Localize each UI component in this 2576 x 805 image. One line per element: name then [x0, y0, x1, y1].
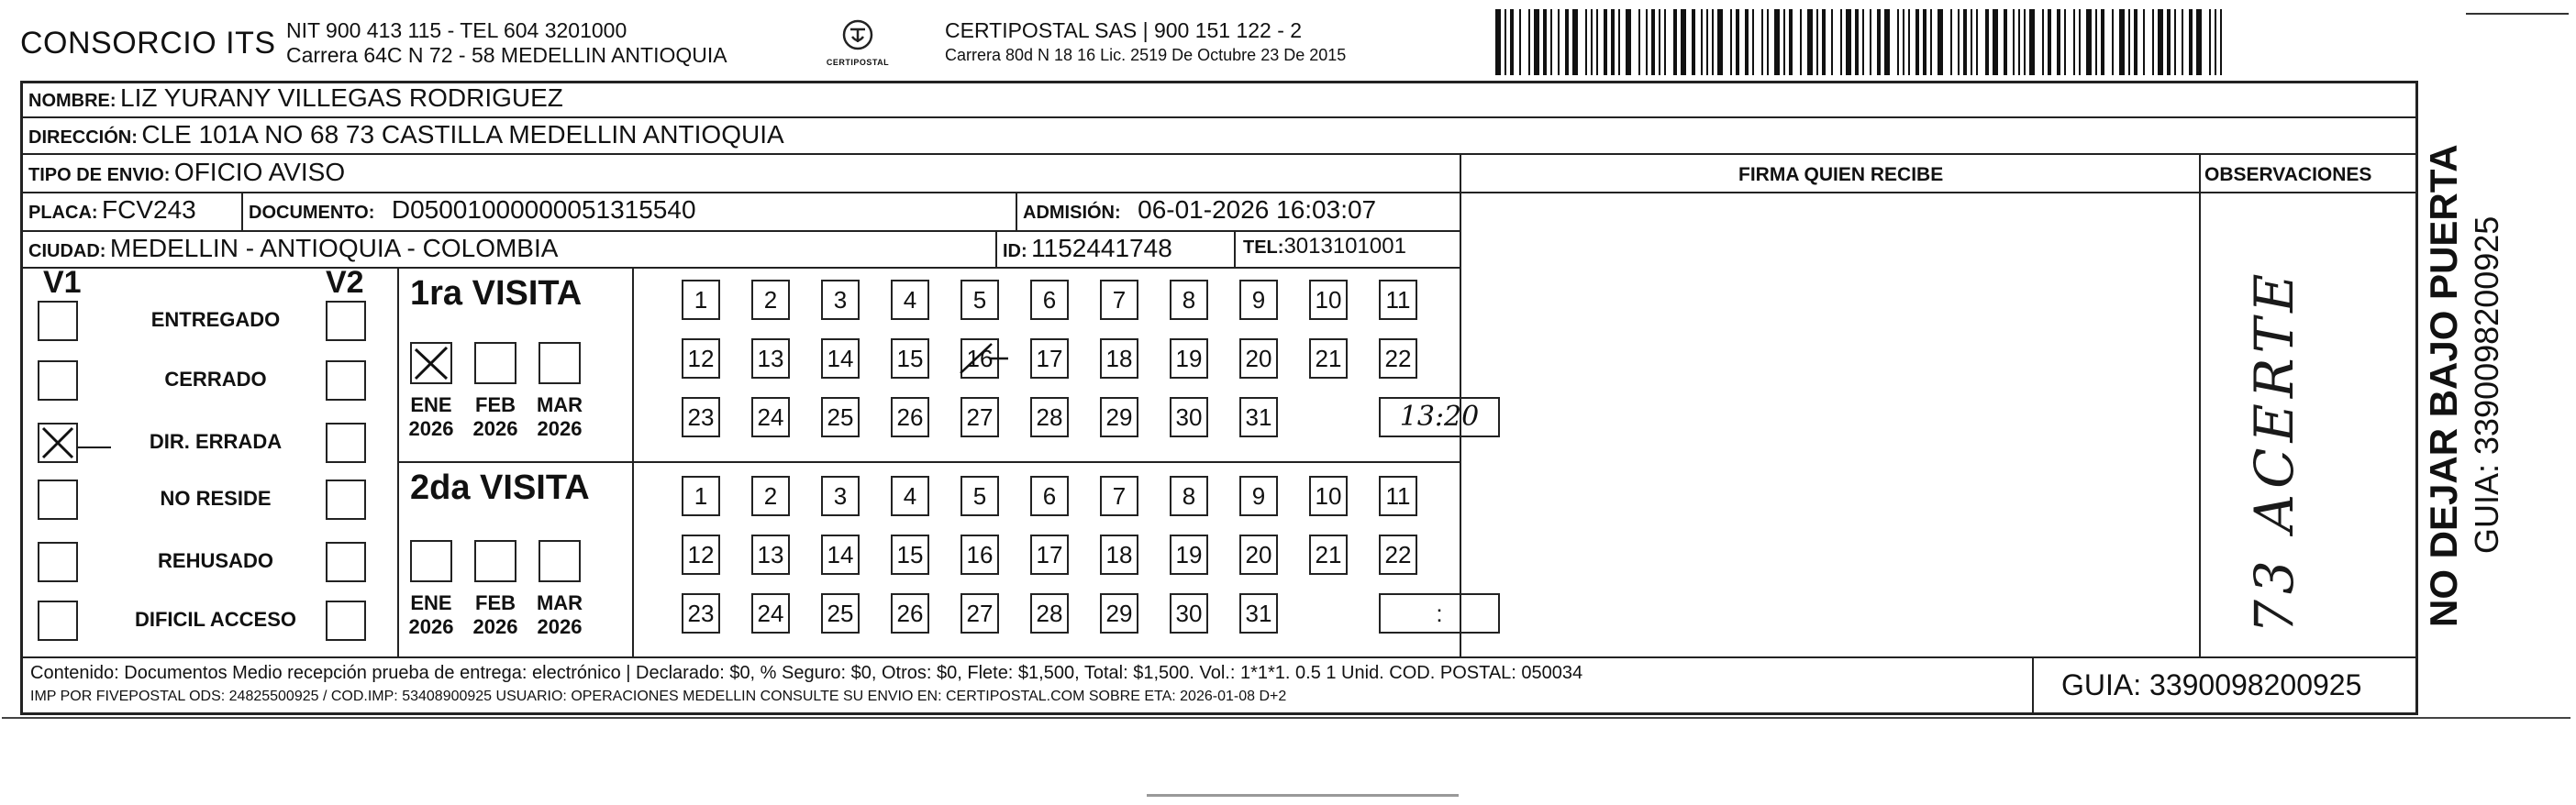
- month-label: [399, 393, 463, 441]
- barcode-bar: [2215, 9, 2216, 75]
- documento-field: [249, 195, 696, 225]
- day-box[interactable]: 23: [682, 397, 720, 437]
- barcode-bar: [2095, 9, 2097, 75]
- barcode-bar: [2174, 9, 2176, 75]
- obs-divider: [2199, 153, 2201, 656]
- day-box[interactable]: 22: [1379, 338, 1417, 379]
- day-box[interactable]: 5: [960, 476, 999, 516]
- barcode-bar: [2167, 9, 2171, 75]
- day-box[interactable]: 2: [751, 476, 790, 516]
- day-box[interactable]: 16: [960, 535, 999, 575]
- month-year: 2026: [408, 417, 454, 440]
- barcode-bar: [1646, 9, 1648, 75]
- day-box[interactable]: 19: [1170, 535, 1208, 575]
- day-box[interactable]: 4: [891, 476, 929, 516]
- day-box[interactable]: [960, 338, 999, 379]
- status-v1-checkbox[interactable]: [38, 542, 78, 582]
- month-checkbox[interactable]: [474, 540, 516, 582]
- barcode-bar: [1701, 9, 1703, 75]
- row-divider: [23, 116, 2415, 118]
- status-label: REHUSADO: [158, 549, 273, 572]
- day-box[interactable]: 8: [1170, 280, 1208, 320]
- barcode-bar: [1800, 9, 1802, 75]
- nombre-row: [28, 83, 563, 113]
- barcode-bar: [2064, 9, 2066, 75]
- month-label: [527, 591, 592, 639]
- day-box[interactable]: 21: [1309, 338, 1348, 379]
- barcode-bar: [2101, 9, 2104, 75]
- barcode-bar: [2042, 9, 2044, 75]
- company-name: CONSORCIO ITS: [20, 26, 276, 61]
- placa-field: [28, 195, 196, 225]
- day-box[interactable]: 9: [1239, 476, 1278, 516]
- status-v1-checkbox[interactable]: [38, 360, 78, 401]
- barcode-bar: [1816, 9, 1818, 75]
- status-v1-checkbox[interactable]: [38, 301, 78, 341]
- day-box[interactable]: 10: [1309, 280, 1348, 320]
- barcode-bar: [1664, 9, 1666, 75]
- barcode-bar: [1915, 9, 1919, 75]
- day-box[interactable]: 10: [1309, 476, 1348, 516]
- side-warning: NO DEJAR BAJO PUERTA: [2422, 144, 2465, 627]
- id-label: ID:: [1003, 241, 1027, 261]
- barcode-bar: [1831, 9, 1833, 75]
- barcode-bar: [2048, 9, 2051, 75]
- row-divider: [23, 230, 1460, 232]
- barcode-bar: [1673, 9, 1677, 75]
- status-label: CERRADO: [164, 368, 267, 391]
- barcode-bar: [1510, 9, 1514, 75]
- company-nit-line: NIT 900 413 115 - TEL 604 3201000: [286, 18, 627, 42]
- check-mark-icon: [39, 425, 76, 461]
- status-v2-checkbox[interactable]: [326, 423, 366, 463]
- corner-line: [2466, 13, 2569, 15]
- day-box[interactable]: 15: [891, 338, 929, 379]
- page-edge-line: [2, 717, 2570, 719]
- tipo-value: OFICIO AVISO: [173, 158, 346, 186]
- row-divider: [23, 192, 2415, 193]
- month-name: ENE: [410, 393, 452, 416]
- placa-label: PLACA:: [28, 203, 98, 223]
- barcode-bar: [2182, 9, 2183, 75]
- barcode-bar: [1783, 9, 1785, 75]
- day-box[interactable]: 24: [751, 397, 790, 437]
- month-checkbox[interactable]: [474, 342, 516, 384]
- barcode-bar: [1855, 9, 1859, 75]
- id-field: [1003, 234, 1172, 263]
- barcode-bar: [1807, 9, 1813, 75]
- day-box[interactable]: 7: [1100, 476, 1138, 516]
- day-box[interactable]: 30: [1170, 593, 1208, 634]
- barcode-bar: [1884, 9, 1890, 75]
- courier-info: [945, 18, 1346, 68]
- barcode-bar: [1712, 9, 1714, 75]
- barcode-bar: [1985, 9, 1989, 75]
- barcode-bar: [1618, 9, 1620, 75]
- day-box[interactable]: 25: [821, 593, 860, 634]
- barcode-bar: [2196, 9, 2202, 75]
- barcode-bar: [2079, 9, 2081, 75]
- barcode-bar: [1692, 9, 1695, 75]
- barcode-bar: [2029, 9, 2035, 75]
- status-label: NO RESIDE: [160, 487, 272, 510]
- status-label: DIFICIL ACCESO: [134, 608, 296, 631]
- time-field[interactable]: 13:20: [1379, 397, 1500, 437]
- month-year: 2026: [408, 615, 454, 638]
- day-box[interactable]: 12: [682, 535, 720, 575]
- status-v2-checkbox[interactable]: [326, 542, 366, 582]
- barcode-bar: [1976, 9, 1978, 75]
- tipo-label: TIPO DE ENVIO:: [28, 165, 171, 185]
- barcode-bar: [1550, 9, 1552, 75]
- barcode-bar: [2119, 9, 2125, 75]
- tel-label: TEL:: [1243, 237, 1284, 258]
- ciudad-field: [28, 234, 558, 263]
- month-year: 2026: [537, 615, 583, 638]
- scan-artifact: [1147, 794, 1459, 797]
- barcode-bar: [1903, 9, 1904, 75]
- day-box[interactable]: 12: [682, 338, 720, 379]
- v2-label: V2: [326, 265, 364, 300]
- barcode-bar: [2143, 9, 2145, 75]
- barcode-bar: [2004, 9, 2007, 75]
- barcode-bar: [2018, 9, 2020, 75]
- day-box[interactable]: 25: [821, 397, 860, 437]
- barcode-bar: [2013, 9, 2015, 75]
- certipostal-logo: [821, 18, 894, 70]
- barcode-bar: [1706, 9, 1708, 75]
- day-box[interactable]: 3: [821, 476, 860, 516]
- day-box[interactable]: 18: [1100, 535, 1138, 575]
- barcode-bar: [1505, 9, 1506, 75]
- visit1-title: 1ra VISITA: [410, 274, 583, 313]
- month-year: 2026: [472, 615, 518, 638]
- strike-mark-icon: [955, 336, 1010, 392]
- barcode-bar: [1950, 9, 1952, 75]
- barcode-bar: [2220, 9, 2222, 75]
- month-label: [399, 591, 463, 639]
- tel-value: 3013101001: [1283, 234, 1406, 259]
- day-box[interactable]: 7: [1100, 280, 1138, 320]
- barcode-bar: [2209, 9, 2211, 75]
- day-box[interactable]: 1: [682, 476, 720, 516]
- barcode-bar: [1572, 9, 1578, 75]
- barcode-bar: [1846, 9, 1851, 75]
- day-box[interactable]: 26: [891, 593, 929, 634]
- day-box[interactable]: 28: [1030, 593, 1069, 634]
- month-checkbox[interactable]: [410, 540, 452, 582]
- row-divider: [23, 153, 2415, 155]
- id-value: 1152441748: [1031, 234, 1172, 262]
- day-box[interactable]: 2: [751, 280, 790, 320]
- day-box[interactable]: 23: [682, 593, 720, 634]
- time-field[interactable]: :: [1379, 593, 1500, 634]
- day-box[interactable]: 29: [1100, 397, 1138, 437]
- day-box[interactable]: 5: [960, 280, 999, 320]
- day-box[interactable]: 27: [960, 593, 999, 634]
- barcode-bar: [1638, 9, 1640, 75]
- day-box[interactable]: 13: [751, 338, 790, 379]
- barcode-bar: [1736, 9, 1739, 75]
- company-info: [286, 18, 727, 68]
- day-box[interactable]: 24: [751, 593, 790, 634]
- status-v1-checkbox[interactable]: [38, 480, 78, 520]
- month-name: FEB: [475, 591, 516, 614]
- shipping-form: [20, 81, 2418, 715]
- day-box[interactable]: 8: [1170, 476, 1208, 516]
- barcode-bar: [1591, 9, 1593, 75]
- barcode-bar: [2086, 9, 2092, 75]
- admision-label: ADMISIÓN:: [1023, 203, 1121, 223]
- day-box[interactable]: 29: [1100, 593, 1138, 634]
- day-box[interactable]: 6: [1030, 280, 1069, 320]
- status-label: ENTREGADO: [150, 308, 281, 331]
- month-label: [463, 393, 527, 441]
- documento-label: DOCUMENTO:: [249, 203, 375, 223]
- status-v2-checkbox[interactable]: [326, 601, 366, 641]
- barcode-bar: [1789, 9, 1793, 75]
- footer-contenido: Contenido: Documentos Medio recepción prueba de entrega: electrónico | Declarado: $0, % Seguro: $0, Otros: $0, Flete: $1,500, Total: $1,500. Vol.: 1*1*1. 0.5 1 Unid. COD. POSTAL: 050034: [30, 663, 1583, 683]
- placa-value: FCV243: [102, 195, 196, 224]
- barcode-bar: [1761, 9, 1763, 75]
- courier-address-line: Carrera 80d N 18 16 Lic. 2519 De Octubre 23 De 2015: [945, 46, 1347, 64]
- tel-field: [1243, 234, 1406, 259]
- day-box[interactable]: 11: [1379, 280, 1417, 320]
- barcode-bar: [1745, 9, 1749, 75]
- barcode-bar: [2158, 9, 2163, 75]
- barcode-bar: [1897, 9, 1899, 75]
- direccion-value: CLE 101A NO 68 73 CASTILLA MEDELLIN ANTIOQUIA: [141, 120, 784, 149]
- day-box[interactable]: 1: [682, 280, 720, 320]
- footer-imp: IMP POR FIVEPOSTAL ODS: 24825500925 / COD.IMP: 53408900925 USUARIO: OPERACIONES MEDELLIN CONSULTE SU ENVIO EN: CERTIPOSTAL.COM SOBRE ETA: 2026-01-08 D+2: [30, 689, 1287, 704]
- ciudad-label: CIUDAD:: [28, 241, 106, 261]
- barcode-bar: [1862, 9, 1864, 75]
- day-box[interactable]: 20: [1239, 338, 1278, 379]
- day-box[interactable]: 6: [1030, 476, 1069, 516]
- barcode-bar: [1585, 9, 1587, 75]
- status-label: DIR. ERRADA: [149, 430, 283, 453]
- barcode-bar: [1877, 9, 1881, 75]
- day-box[interactable]: 9: [1239, 280, 1278, 320]
- barcode-bar: [2134, 9, 2137, 75]
- barcode-bar: [1626, 9, 1631, 75]
- v1-label: V1: [43, 265, 82, 300]
- barcode-bar: [1717, 9, 1723, 75]
- month-name: MAR: [536, 591, 583, 614]
- day-box[interactable]: 27: [960, 397, 999, 437]
- day-box[interactable]: 18: [1100, 338, 1138, 379]
- barcode-bar: [1774, 9, 1780, 75]
- day-box[interactable]: 13: [751, 535, 790, 575]
- barcode-bar: [1558, 9, 1560, 75]
- day-box[interactable]: 19: [1170, 338, 1208, 379]
- barcode-bar: [1822, 9, 1826, 75]
- footer-guia: GUIA: 3390098200925: [2061, 668, 2362, 701]
- barcode-bar: [2128, 9, 2130, 75]
- check-mark-icon: [412, 344, 450, 382]
- logo-text: CERTIPOSTAL: [826, 58, 890, 67]
- barcode-bar: [1565, 9, 1569, 75]
- day-box[interactable]: 15: [891, 535, 929, 575]
- barcode-bar: [1993, 9, 1998, 75]
- barcode-bar: [1752, 9, 1754, 75]
- day-box[interactable]: 31: [1239, 397, 1278, 437]
- month-name: FEB: [475, 393, 516, 416]
- month-label: [463, 591, 527, 639]
- month-checkbox[interactable]: [539, 540, 581, 582]
- barcode-bar: [2024, 9, 2026, 75]
- month-checkbox[interactable]: [539, 342, 581, 384]
- courier-nit-line: CERTIPOSTAL SAS | 900 151 122 - 2: [945, 18, 1303, 42]
- barcode-bar: [1908, 9, 1910, 75]
- barcode-bar: [1543, 9, 1547, 75]
- day-box[interactable]: 3: [821, 280, 860, 320]
- obs-header-divider: [2197, 192, 2415, 193]
- side-guia: GUIA: 3390098200925: [2468, 215, 2505, 554]
- month-checkbox[interactable]: [410, 342, 452, 384]
- day-box[interactable]: 21: [1309, 535, 1348, 575]
- barcode-bar: [1767, 9, 1769, 75]
- month-name: ENE: [410, 591, 452, 614]
- nombre-value: LIZ YURANY VILLEGAS RODRIGUEZ: [120, 83, 563, 112]
- certipostal-logo-icon: [839, 18, 876, 51]
- barcode-bar: [1963, 9, 1967, 75]
- barcode-bar: [1534, 9, 1539, 75]
- day-number: 16: [966, 345, 994, 372]
- barcode-bar: [1604, 9, 1607, 75]
- admision-value: 06-01-2026 16:03:07: [1138, 195, 1377, 224]
- ciudad-value: MEDELLIN - ANTIOQUIA - COLOMBIA: [109, 234, 559, 262]
- status-v2-checkbox[interactable]: [326, 301, 366, 341]
- month-name: MAR: [536, 393, 583, 416]
- status-v2-checkbox[interactable]: [326, 360, 366, 401]
- barcode-bar: [1840, 9, 1842, 75]
- month-year: 2026: [472, 417, 518, 440]
- day-box[interactable]: 22: [1379, 535, 1417, 575]
- barcode-bar: [1958, 9, 1960, 75]
- day-box[interactable]: 17: [1030, 338, 1069, 379]
- barcode-bar: [1651, 9, 1655, 75]
- day-box[interactable]: 4: [891, 280, 929, 320]
- month-year: 2026: [537, 417, 583, 440]
- direccion-row: [28, 120, 784, 149]
- barcode-bar: [1923, 9, 1926, 75]
- day-box[interactable]: 17: [1030, 535, 1069, 575]
- barcode: [1495, 9, 2229, 75]
- direccion-label: DIRECCIÓN:: [28, 127, 138, 148]
- row-divider: [23, 267, 1460, 269]
- barcode-bar: [1930, 9, 1932, 75]
- day-box[interactable]: 28: [1030, 397, 1069, 437]
- check-tail-line: [78, 447, 111, 448]
- firma-header: FIRMA QUIEN RECIBE: [1738, 164, 1944, 185]
- barcode-bar: [2112, 9, 2114, 75]
- month-label: [527, 393, 592, 441]
- day-box[interactable]: 14: [821, 338, 860, 379]
- status-v1-checkbox[interactable]: [38, 423, 78, 463]
- barcode-bar: [2152, 9, 2154, 75]
- status-v1-checkbox[interactable]: [38, 601, 78, 641]
- barcode-bar: [1870, 9, 1871, 75]
- barcode-bar: [1495, 9, 1501, 75]
- visit2-title: 2da VISITA: [410, 469, 590, 507]
- footer-divider: [23, 656, 2415, 658]
- barcode-bar: [1611, 9, 1615, 75]
- barcode-bar: [2057, 9, 2060, 75]
- day-box[interactable]: 11: [1379, 476, 1417, 516]
- barcode-bar: [1528, 9, 1530, 75]
- barcode-bar: [1596, 9, 1598, 75]
- barcode-bar: [1971, 9, 1972, 75]
- tipo-row: [28, 158, 345, 187]
- barcode-bar: [1681, 9, 1686, 75]
- admision-field: [1023, 195, 1376, 225]
- company-address-line: Carrera 64C N 72 - 58 MEDELLIN ANTIOQUIA: [286, 43, 727, 67]
- documento-value: D05001000000051315540: [391, 195, 696, 224]
- visit-divider: [397, 461, 1460, 463]
- day-box[interactable]: 20: [1239, 535, 1278, 575]
- observation-handwritten: 73 ACERTE: [2243, 268, 2305, 634]
- barcode-bar: [1730, 9, 1732, 75]
- observaciones-header: OBSERVACIONES: [2204, 164, 2372, 185]
- barcode-bar: [2073, 9, 2075, 75]
- day-box[interactable]: 14: [821, 535, 860, 575]
- nombre-label: NOMBRE:: [28, 91, 117, 111]
- day-box[interactable]: 31: [1239, 593, 1278, 634]
- barcode-bar: [1519, 9, 1521, 75]
- day-box[interactable]: 26: [891, 397, 929, 437]
- day-box[interactable]: 30: [1170, 397, 1208, 437]
- barcode-bar: [1938, 9, 1943, 75]
- status-v2-checkbox[interactable]: [326, 480, 366, 520]
- barcode-bar: [1659, 9, 1660, 75]
- barcode-bar: [2189, 9, 2193, 75]
